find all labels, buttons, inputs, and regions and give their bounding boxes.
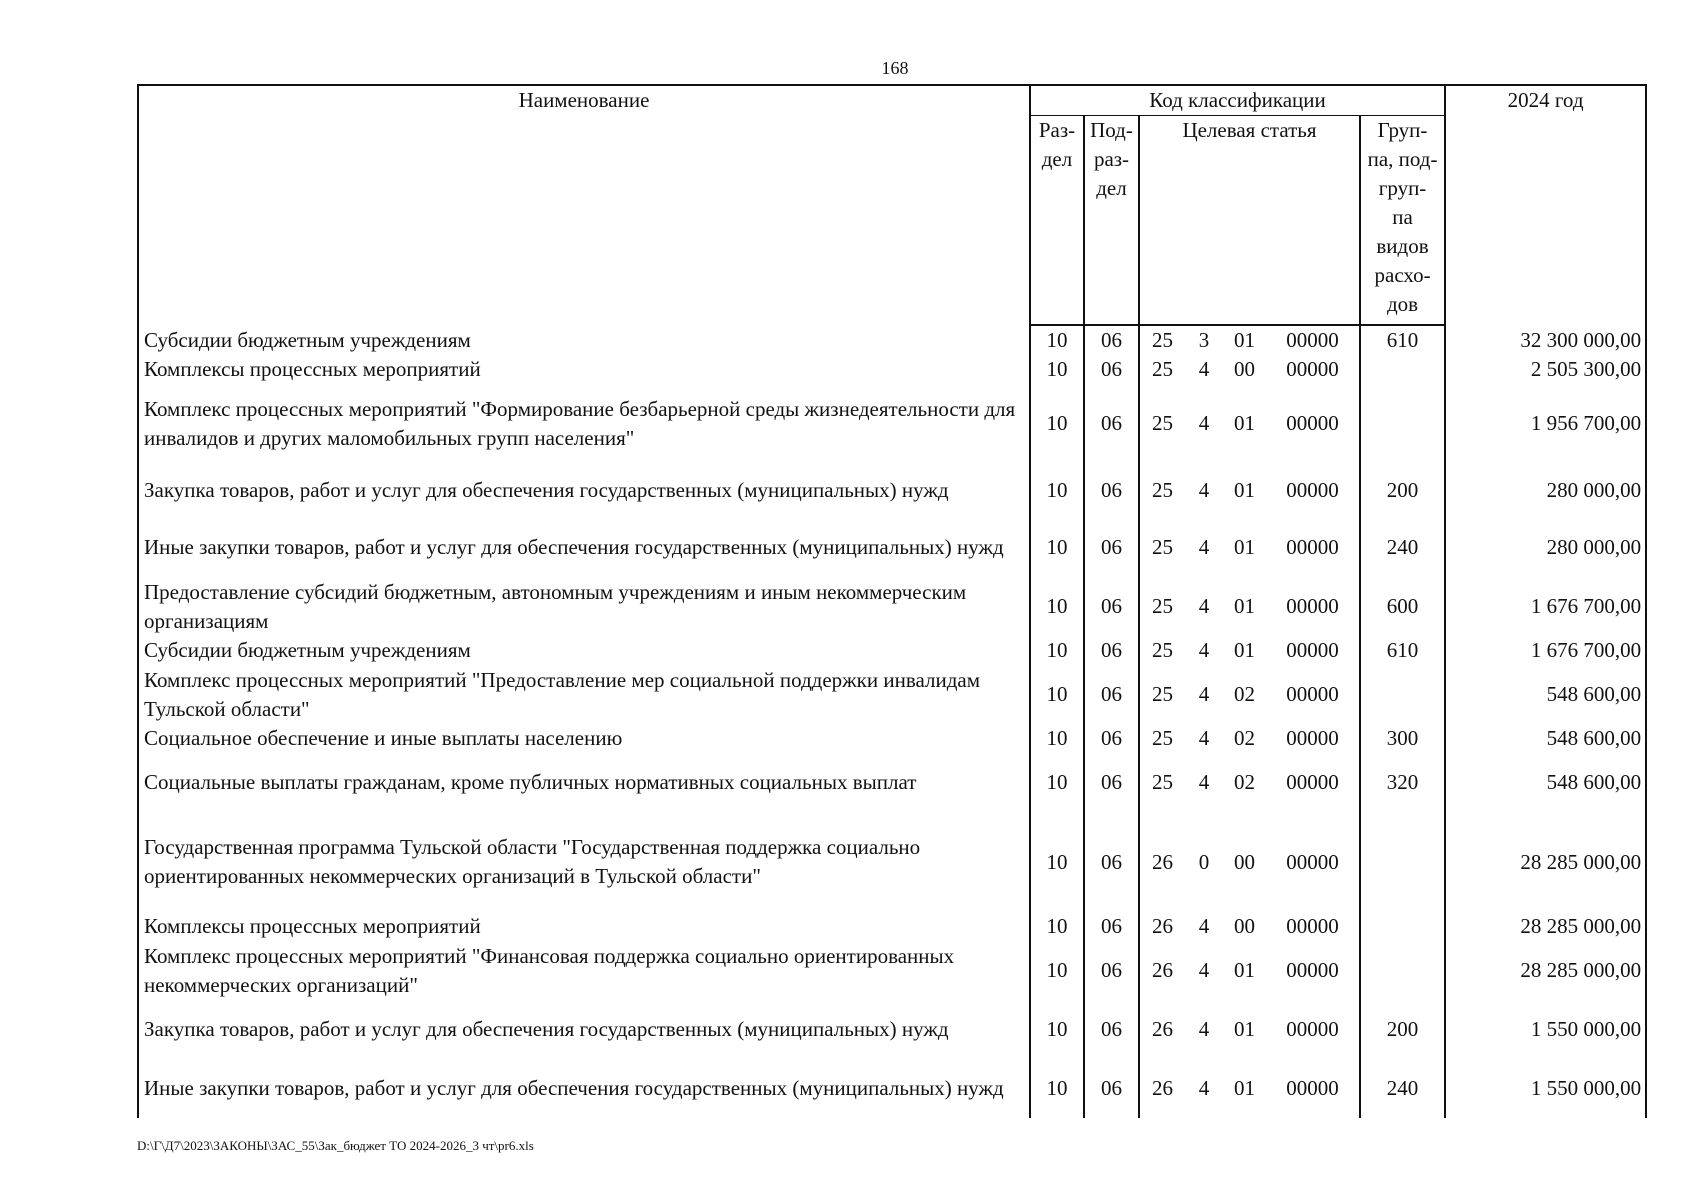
row-target-direction: 00000 [1266,463,1360,518]
row-expense-group [1360,912,1445,941]
row-target-direction: 00000 [1266,577,1360,636]
row-target-program: 25 [1139,753,1185,812]
row-amount: 28 285 000,00 [1445,912,1646,941]
row-target-program: 25 [1139,463,1185,518]
row-expense-group [1360,665,1445,724]
row-target-type: 4 [1198,1076,1210,1100]
row-target-type: 4 [1198,478,1210,502]
row-amount: 1 550 000,00 [1445,1059,1646,1118]
row-subsection: 06 [1084,812,1139,912]
table-row [138,355,1646,384]
row-section: 10 [1030,355,1084,384]
row-target-complex: 01 [1234,958,1255,982]
table-row [138,941,1646,1000]
row-subsection: 06 [1084,636,1139,665]
header-name: Наименование [138,85,1030,325]
header-target-article: Целевая статья [1139,116,1360,326]
row-section: 10 [1030,665,1084,724]
row-target-type: 0 [1198,849,1210,874]
row-name: Социальное обеспечение и иные выплаты населению [138,724,1030,753]
row-target-direction: 00000 [1266,812,1360,912]
row-target-direction: 00000 [1266,518,1360,577]
row-expense-group [1360,355,1445,384]
row-target-complex: 00 [1234,849,1255,874]
row-target-type: 4 [1198,357,1210,381]
row-name: Комплекс процессных мероприятий "Предоставление мер социальной поддержки инвалидам Тульской области" [138,665,1030,724]
row-expense-group: 200 [1360,463,1445,518]
row-target-complex: 01 [1234,411,1255,435]
row-amount: 280 000,00 [1445,518,1646,577]
row-amount: 548 600,00 [1445,665,1646,724]
table-row [138,812,1646,912]
row-expense-group: 320 [1360,753,1445,812]
row-name: Субсидии бюджетным учреждениям [138,325,1030,355]
row-target-direction: 00000 [1266,912,1360,941]
row-target-complex: 00 [1234,914,1255,938]
row-name: Социальные выплаты гражданам, кроме публичных нормативных социальных выплат [138,753,1030,812]
row-name: Государственная программа Тульской области "Государственная поддержка социально ориентированных некоммерческих организаций в Тульской области" [138,812,1030,912]
table-row [138,1059,1646,1118]
row-target-program: 25 [1139,724,1185,753]
row-amount: 28 285 000,00 [1445,941,1646,1000]
row-subsection: 06 [1084,941,1139,1000]
row-section: 10 [1030,812,1084,912]
row-target-type: 4 [1198,594,1210,618]
row-section: 10 [1030,325,1084,355]
row-target-type: 4 [1198,914,1210,938]
row-target-type: 4 [1198,726,1210,750]
header-row-top [138,85,1646,116]
row-section: 10 [1030,384,1084,463]
row-subsection: 06 [1084,753,1139,812]
row-name: Комплекс процессных мероприятий "Финансовая поддержка социально ориентированных некоммерческих организаций" [138,941,1030,1000]
row-amount: 32 300 000,00 [1445,325,1646,355]
table-row [138,1000,1646,1059]
row-target-complex: 01 [1234,328,1255,352]
table-row [138,384,1646,463]
row-target-direction: 00000 [1266,1000,1360,1059]
table-row [138,753,1646,812]
row-target-type: 4 [1198,1017,1210,1041]
row-name: Комплекс процессных мероприятий "Формирование безбарьерной среды жизнедеятельности для инвалидов и других маломобильных групп населения" [138,384,1030,463]
row-amount: 548 600,00 [1445,753,1646,812]
row-target-complex: 01 [1234,594,1255,618]
row-name: Предоставление субсидий бюджетным, автономным учреждениям и иным некоммерческим организациям [138,577,1030,636]
row-amount: 548 600,00 [1445,724,1646,753]
row-section: 10 [1030,1000,1084,1059]
page-number: 168 [881,58,909,78]
row-target-direction: 00000 [1266,665,1360,724]
row-expense-group: 300 [1360,724,1445,753]
row-expense-group [1360,941,1445,1000]
row-subsection: 06 [1084,724,1139,753]
row-subsection: 06 [1084,384,1139,463]
row-target-direction: 00000 [1266,325,1360,355]
row-subsection: 06 [1084,912,1139,941]
row-section: 10 [1030,1059,1084,1118]
table-row [138,463,1646,518]
table-row [138,724,1646,753]
row-section: 10 [1030,518,1084,577]
row-expense-group [1360,812,1445,912]
budget-table [137,84,1647,1118]
row-target-complex: 00 [1234,357,1255,381]
row-target-type: 4 [1198,682,1210,706]
row-target-program: 26 [1139,1000,1185,1059]
file-path-footer: D:\Г\Д7\2023\ЗАКОНЫ\ЗАС_55\Зак_бюджет ТО 2024-2026_3 чт\pr6.xls [137,1138,534,1153]
row-target-complex: 01 [1234,638,1255,662]
row-subsection: 06 [1084,1059,1139,1118]
row-target-type: 4 [1198,535,1210,559]
table-row [138,665,1646,724]
table-row [138,518,1646,577]
row-name: Комплексы процессных мероприятий [138,912,1030,941]
row-name: Иные закупки товаров, работ и услуг для обеспечения государственных (муниципальных) нужд [138,1059,1030,1118]
row-target-complex: 02 [1234,726,1255,750]
row-subsection: 06 [1084,325,1139,355]
table-row [138,577,1646,636]
row-target-program: 25 [1139,355,1185,384]
row-target-complex: 01 [1234,478,1255,502]
row-subsection: 06 [1084,577,1139,636]
row-target-program: 25 [1139,636,1185,665]
row-subsection: 06 [1084,463,1139,518]
row-target-direction: 00000 [1266,355,1360,384]
row-target-program: 25 [1139,384,1185,463]
header-subsection: Под- раз- дел [1084,116,1139,326]
row-subsection: 06 [1084,1000,1139,1059]
row-target-complex: 02 [1234,770,1255,794]
row-name: Закупка товаров, работ и услуг для обеспечения государственных (муниципальных) нужд [138,1000,1030,1059]
row-target-complex: 01 [1234,1076,1255,1100]
row-name: Комплексы процессных мероприятий [138,355,1030,384]
row-target-program: 26 [1139,912,1185,941]
row-expense-group: 240 [1360,1059,1445,1118]
row-target-type: 4 [1198,770,1210,794]
row-section: 10 [1030,941,1084,1000]
row-section: 10 [1030,724,1084,753]
row-target-program: 25 [1139,325,1185,355]
table-row [138,912,1646,941]
row-target-program: 26 [1139,1059,1185,1118]
row-target-direction: 00000 [1266,1059,1360,1118]
row-target-direction: 00000 [1266,724,1360,753]
row-target-program: 25 [1139,518,1185,577]
row-target-type: 4 [1198,411,1210,435]
row-target-complex: 01 [1234,535,1255,559]
row-name: Закупка товаров, работ и услуг для обеспечения государственных (муниципальных) нужд [138,463,1030,518]
row-target-program: 25 [1139,577,1185,636]
row-amount: 1 676 700,00 [1445,636,1646,665]
row-subsection: 06 [1084,355,1139,384]
row-amount: 1 956 700,00 [1445,384,1646,463]
row-expense-group: 200 [1360,1000,1445,1059]
row-amount: 2 505 300,00 [1445,355,1646,384]
row-expense-group: 610 [1360,636,1445,665]
budget-rows [138,325,1646,1118]
row-target-program: 25 [1139,665,1185,724]
row-name: Иные закупки товаров, работ и услуг для обеспечения государственных (муниципальных) нужд [138,518,1030,577]
header-section: Раз- дел [1030,116,1084,326]
row-subsection: 06 [1084,518,1139,577]
header-code-classification: Код классификации [1030,85,1445,116]
row-target-type: 4 [1198,638,1210,662]
row-section: 10 [1030,753,1084,812]
row-target-complex: 02 [1234,682,1255,706]
row-target-direction: 00000 [1266,384,1360,463]
row-section: 10 [1030,463,1084,518]
row-target-type: 4 [1198,958,1210,982]
row-expense-group [1360,384,1445,463]
row-amount: 28 285 000,00 [1445,812,1646,912]
row-name: Субсидии бюджетным учреждениям [138,636,1030,665]
row-expense-group: 610 [1360,325,1445,355]
row-section: 10 [1030,577,1084,636]
row-expense-group: 600 [1360,577,1445,636]
row-expense-group: 240 [1360,518,1445,577]
row-target-direction: 00000 [1266,753,1360,812]
row-target-program: 26 [1139,812,1185,912]
row-amount: 280 000,00 [1445,463,1646,518]
row-subsection: 06 [1084,665,1139,724]
row-section: 10 [1030,912,1084,941]
row-target-program: 26 [1139,941,1185,1000]
row-target-type: 3 [1198,328,1210,352]
row-target-direction: 00000 [1266,636,1360,665]
table-row [138,325,1646,355]
row-target-complex: 01 [1234,1017,1255,1041]
row-amount: 1 550 000,00 [1445,1000,1646,1059]
header-expense-group: Груп- па, под- груп- па видов расхо- дов [1360,116,1445,326]
row-target-direction: 00000 [1266,941,1360,1000]
table-row [138,636,1646,665]
row-section: 10 [1030,636,1084,665]
header-year: 2024 год [1445,85,1646,325]
row-amount: 1 676 700,00 [1445,577,1646,636]
